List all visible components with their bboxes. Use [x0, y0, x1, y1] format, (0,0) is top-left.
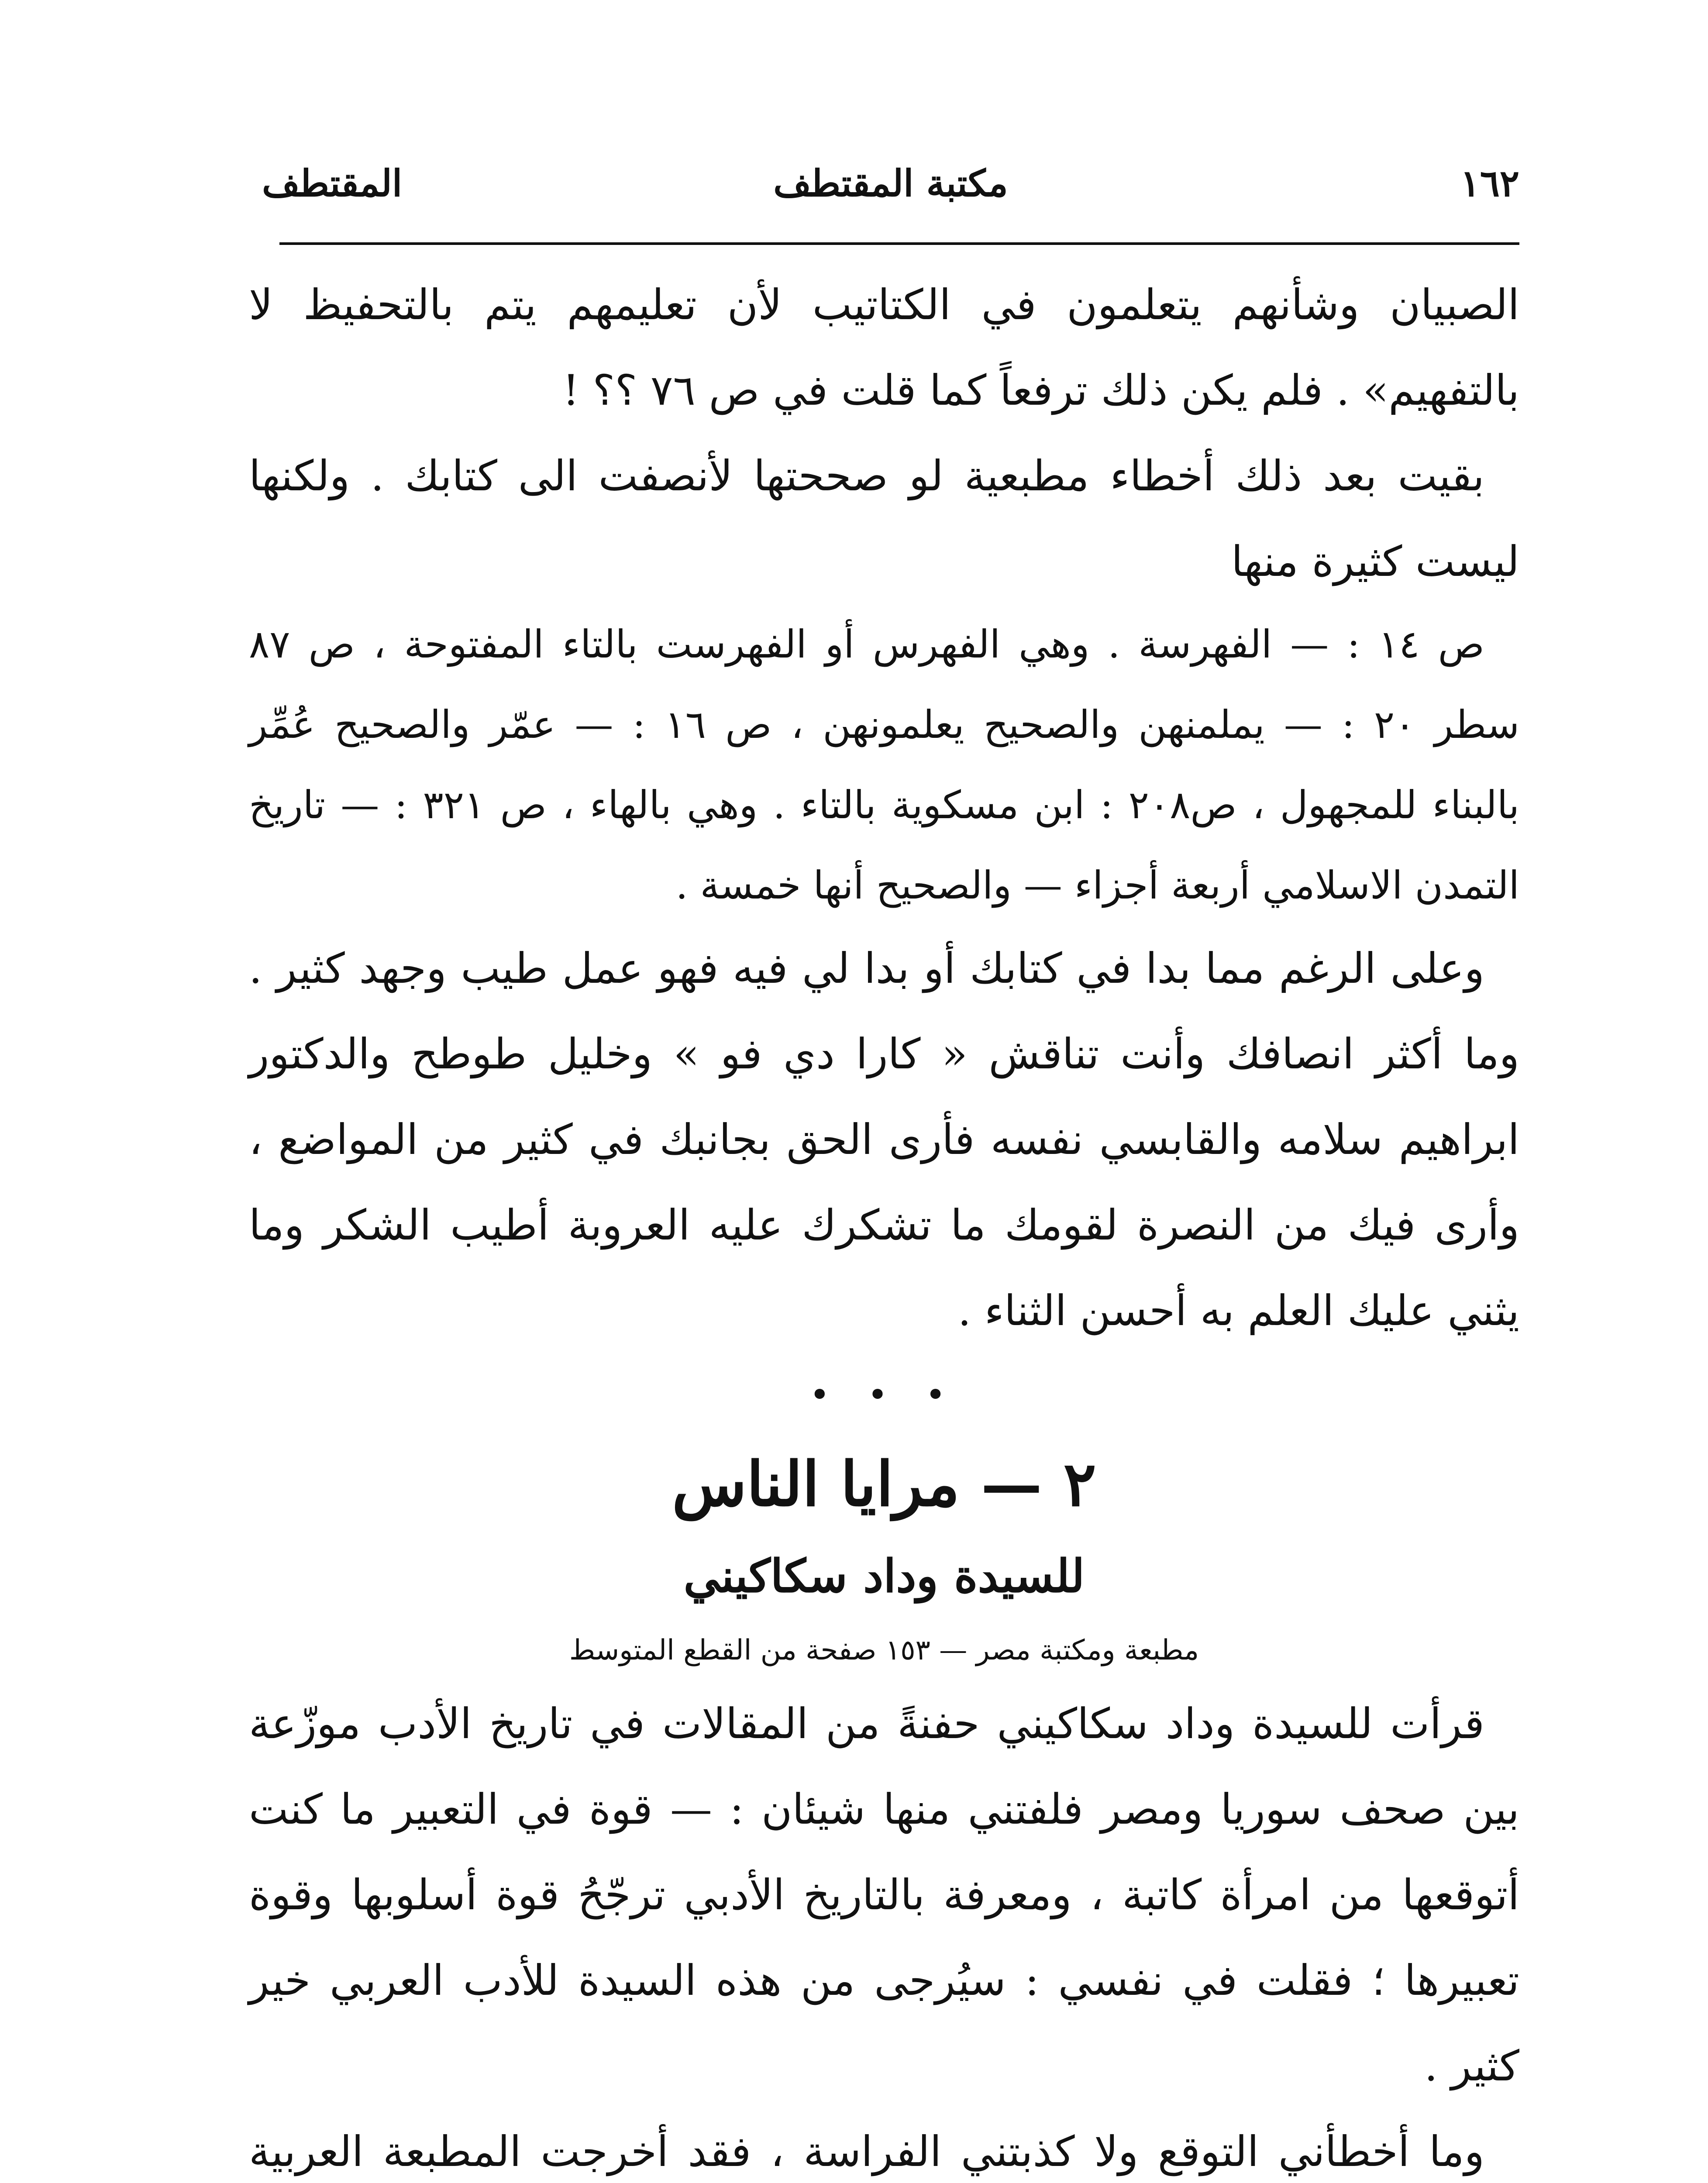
- running-section-title: مكتبة المقتطف: [773, 162, 1008, 205]
- paragraph: بقيت بعد ذلك أخطاء مطبعية لو صححتها لأنصفت الى كتابك . ولكنها ليست كثيرة منها: [249, 451, 1519, 586]
- review-title: ٢ — مرايا الناس: [672, 1449, 1096, 1520]
- review-paragraph: قرأت للسيدة وداد سكاكيني حفنةً من المقالات في تاريخ الأدب موزّعة بين صحف سوريا ومصر فلفتني منها شيئان : — قوة في التعبير ما كنت أتوقعها من امرأة كاتبة ، ومعرفة بالتاريخ الأدبي ترجّحُ قوة أسلوبها وقوة تعبيرها ؛ فقلت في نفسي : سيُرجى من هذه السيدة للأدب العربي خير كثير .: [249, 1699, 1520, 2090]
- journal-name: المقتطف: [262, 162, 403, 205]
- errata-list: ص ١٤ : — الفهرسة . وهي الفهرس أو الفهرست بالتاء المفتوحة ، ص ٨٧ سطر ٢٠ : — يملمنهن والصحيح يعلمونهن ، ص ١٦ : — عمّر والصحيح عُمِّر بالبناء للمجهول ، ص٢٠٨ : ابن مسكوية بالتاء . وهي بالهاء ، ص ٣٢١ : — تاريخ التمدن الاسلامي أربعة أجزاء — والصحيح أنها خمسة .: [249, 622, 1519, 908]
- page-number: ١٦٢: [1460, 162, 1519, 205]
- section-separator: • • •: [809, 1374, 959, 1415]
- page-header: [262, 162, 1519, 223]
- publication-info: مطبعة ومكتبة مصر — ١٥٣ صفحة من القطع المتوسط: [569, 1634, 1199, 1667]
- page-body: [249, 262, 1519, 2183]
- conclusion-paragraph: وعلى الرغم مما بدا في كتابك أو بدا لي فيه فهو عمل طيب وجهد كثير . وما أكثر انصافك وأنت تناقش « كارا دي فو » وخليل طوطح والدكتور ابراهيم سلامه والقابسي نفسه فأرى الحق بجانبك في كثير من المواضع ، وأرى فيك من النصرة لقومك ما تشكرك عليه العروبة أطيب الشكر وما يثني عليك العلم به أحسن الثناء .: [249, 944, 1519, 1335]
- review-author: للسيدة وداد سكاكيني: [683, 1549, 1085, 1603]
- header-rule: [279, 242, 1519, 245]
- review-paragraph: وما أخطأني التوقع ولا كذبتني الفراسة ، فقد أخرجت المطبعة العربية: [249, 2127, 1484, 2176]
- paragraph: الصبيان وشأنهم يتعلمون في الكتاتيب لأن تعليمهم يتم بالتحفيظ لا بالتفهيم» . فلم يكن ذلك ترفعاً كما قلت في ص ٧٦ ؟؟ !: [249, 280, 1519, 415]
